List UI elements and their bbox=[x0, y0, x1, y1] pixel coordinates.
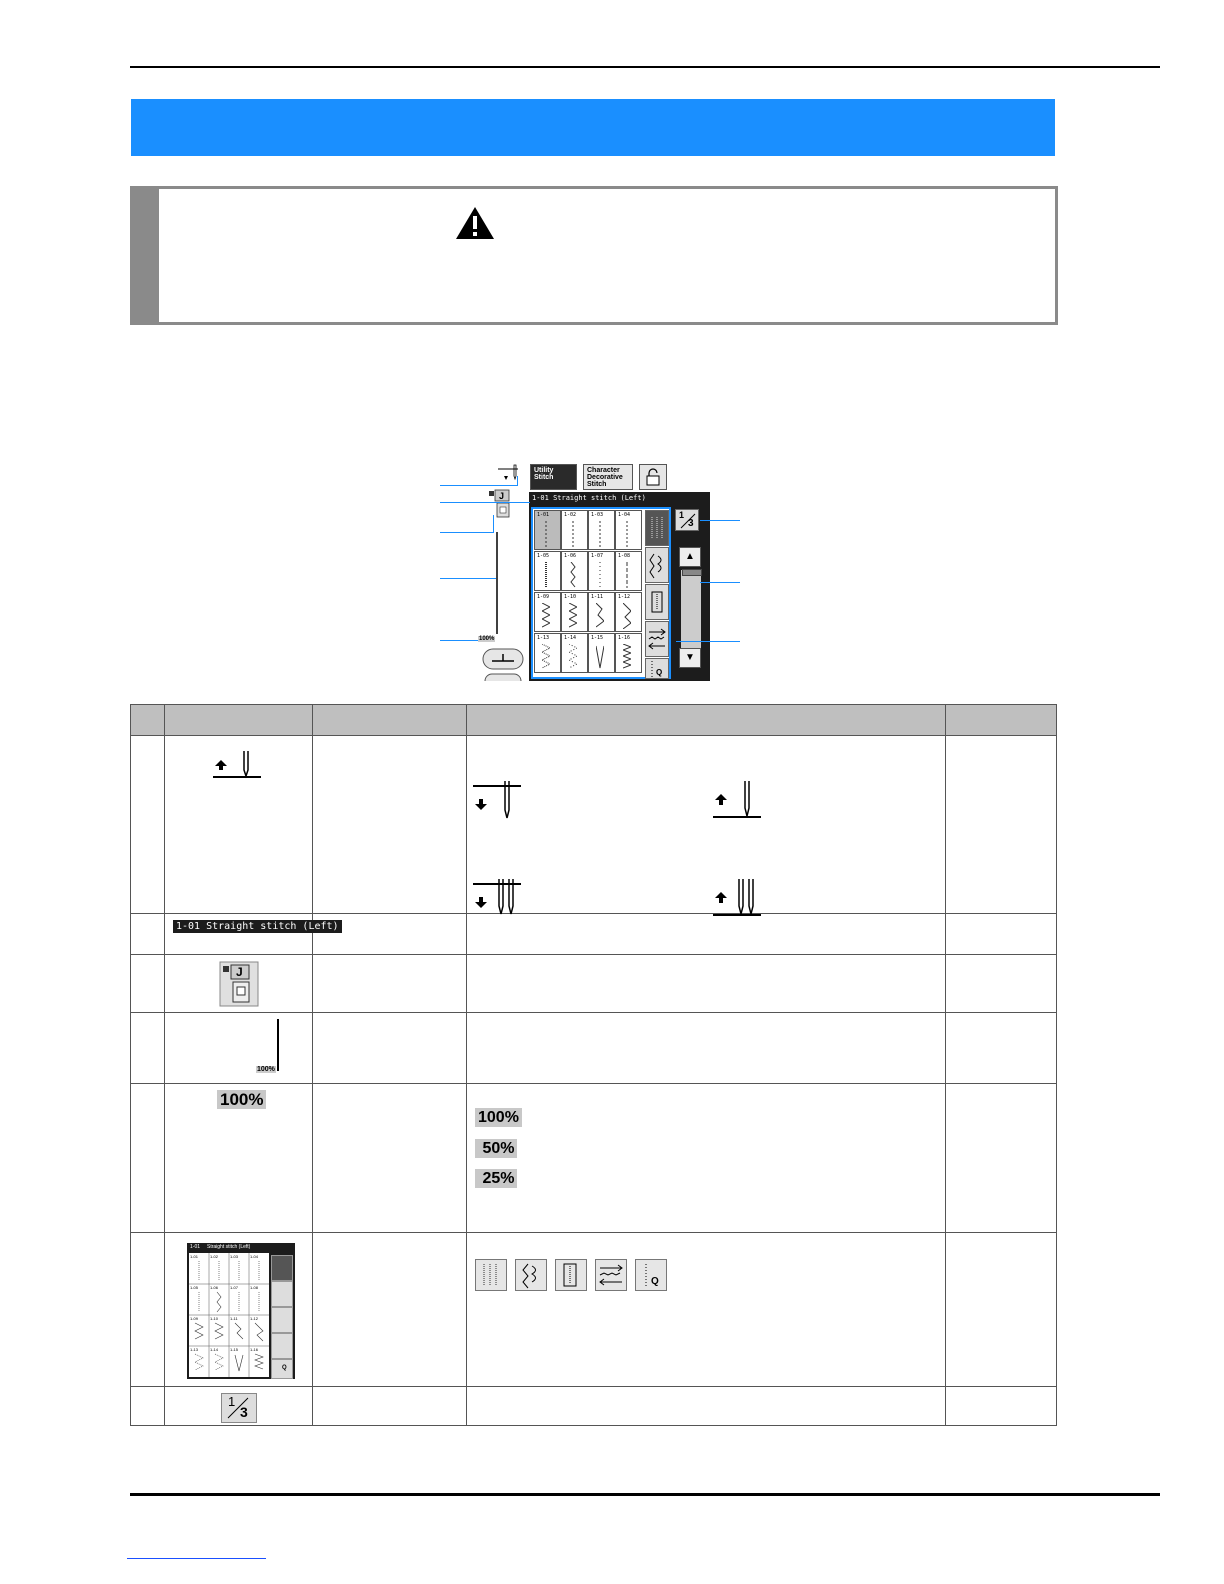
lcd-screen bbox=[474, 462, 710, 681]
table-row bbox=[131, 1013, 1057, 1084]
thumbnail-title: Straight stitch (Left) bbox=[207, 1244, 251, 1250]
table-cell bbox=[131, 955, 165, 1013]
table-cell bbox=[467, 955, 946, 1013]
table-cell bbox=[467, 1013, 946, 1084]
utility-stitch-icon bbox=[646, 511, 668, 545]
buttonhole-key bbox=[555, 1259, 587, 1291]
table-cell bbox=[313, 736, 467, 914]
zoom-option-100: 100% bbox=[475, 1108, 522, 1127]
stitch-move-category-button[interactable] bbox=[645, 621, 669, 657]
thumbnail-side-button: Q bbox=[271, 1359, 293, 1379]
stitch-cell[interactable]: 1-06 bbox=[561, 551, 588, 591]
section-banner bbox=[131, 99, 1055, 156]
thumbnail-grid-lines bbox=[189, 1253, 269, 1377]
table-cell bbox=[467, 1233, 946, 1387]
table-cell bbox=[946, 1387, 1057, 1426]
table-cell bbox=[467, 736, 946, 914]
decorative-stitch-key bbox=[515, 1259, 547, 1291]
svg-text:J: J bbox=[236, 965, 243, 979]
stitch-cell[interactable]: 1-15 bbox=[588, 633, 615, 673]
table-cell bbox=[165, 955, 313, 1013]
table-header-cell bbox=[313, 705, 467, 736]
stitch-cell[interactable]: 1-07 bbox=[588, 551, 615, 591]
needle-position-icon bbox=[498, 464, 522, 484]
table-cell bbox=[131, 1387, 165, 1426]
callout-line bbox=[517, 476, 518, 486]
buttonhole-icon bbox=[556, 1260, 586, 1290]
zoom-small-label: 100% bbox=[257, 1066, 275, 1073]
footer-link-underline[interactable] bbox=[127, 1558, 266, 1559]
table-header-row bbox=[131, 705, 1057, 736]
table-row bbox=[131, 1387, 1057, 1426]
table-cell bbox=[313, 914, 467, 955]
table-cell bbox=[313, 955, 467, 1013]
presser-foot-icon bbox=[488, 489, 514, 519]
callout-line bbox=[700, 582, 740, 583]
decorative-stitch-icon bbox=[646, 548, 668, 582]
table-cell bbox=[165, 1387, 313, 1426]
table-header-cell bbox=[131, 705, 165, 736]
single-needle-up-icon bbox=[711, 780, 763, 820]
svg-text:Q: Q bbox=[651, 1276, 659, 1287]
table-row bbox=[131, 955, 1057, 1013]
stitch-cell[interactable]: 1-14 bbox=[561, 633, 588, 673]
caution-box bbox=[130, 186, 1058, 325]
decorative-category-button[interactable] bbox=[645, 547, 669, 583]
table-cell bbox=[946, 1233, 1057, 1387]
table-row bbox=[131, 914, 1057, 955]
stitch-cell[interactable]: 1-11 bbox=[588, 592, 615, 632]
svg-text:Q: Q bbox=[656, 668, 663, 677]
screen-key-table bbox=[130, 704, 1057, 1426]
table-cell bbox=[131, 736, 165, 914]
stitch-cell[interactable]: 1-05 bbox=[534, 551, 561, 591]
page-indicator: 1 3 bbox=[675, 509, 699, 531]
table-cell bbox=[165, 1233, 313, 1387]
table-cell bbox=[467, 1387, 946, 1426]
table-cell bbox=[313, 1387, 467, 1426]
thumbnail-grid: 1-01 1-02 1-03 1-04 1-05 1-06 1-07 1-08 1-09 1-10 1-11 1-12 1-13 1-14 1-15 1-16 bbox=[189, 1253, 269, 1377]
table-cell bbox=[165, 1084, 313, 1233]
table-cell bbox=[313, 1233, 467, 1387]
stitch-cell[interactable]: 1-04 bbox=[615, 510, 642, 550]
table-cell bbox=[313, 1013, 467, 1084]
stitch-cell[interactable]: 1-01 bbox=[534, 510, 561, 550]
table-row bbox=[131, 1233, 1057, 1387]
stitch-move-icon bbox=[646, 622, 668, 656]
single-needle-down-icon bbox=[471, 780, 523, 822]
quilting-icon bbox=[646, 659, 668, 679]
buttonhole-category-button[interactable] bbox=[645, 584, 669, 620]
callout-line bbox=[700, 520, 740, 521]
table-cell bbox=[946, 1084, 1057, 1233]
stitch-grid-thumbnail: 1-01 Straight stitch (Left) 1-01 1-02 1-03 1-04 1-05 1-06 1-07 1-08 1-09 1-10 1-11 1-12 1-13 1-14 1-15 1-16 Q bbox=[187, 1243, 295, 1379]
presser-foot-lever-button[interactable] bbox=[482, 648, 524, 681]
callout-line bbox=[440, 640, 478, 641]
stitch-selection-panel bbox=[529, 492, 710, 681]
scroll-down-button[interactable]: ▼ bbox=[679, 648, 701, 668]
decorative-stitch-icon bbox=[516, 1260, 546, 1290]
utility-stitch-key bbox=[475, 1259, 507, 1291]
stitch-cell[interactable]: 1-03 bbox=[588, 510, 615, 550]
presser-foot-icon bbox=[219, 961, 259, 1007]
stitch-name-display: 1-01 Straight stitch (Left) bbox=[173, 920, 342, 933]
table-cell bbox=[131, 1084, 165, 1233]
callout-line bbox=[676, 641, 740, 642]
svg-text:J: J bbox=[499, 491, 505, 501]
table-cell bbox=[165, 1013, 313, 1084]
stitch-grid bbox=[531, 507, 671, 679]
caution-side-bar bbox=[133, 189, 159, 322]
table-header-cell bbox=[165, 705, 313, 736]
table-header-cell bbox=[467, 705, 946, 736]
stitch-cell[interactable]: 1-10 bbox=[561, 592, 588, 632]
stitch-move-icon bbox=[596, 1260, 626, 1290]
header-rule bbox=[130, 66, 1160, 68]
zoom-indicator: 100% bbox=[479, 636, 495, 642]
footer-rule bbox=[130, 1493, 1160, 1496]
table-cell bbox=[165, 914, 339, 955]
page-number-display: 1 3 bbox=[221, 1393, 257, 1423]
utility-stitch-icon bbox=[476, 1260, 506, 1290]
table-cell bbox=[946, 914, 1057, 955]
lock-icon bbox=[644, 468, 662, 486]
thumbnail-side-button bbox=[271, 1255, 293, 1281]
callout-line bbox=[440, 532, 494, 533]
thumbnail-side-button bbox=[271, 1307, 293, 1333]
zoom-option-25: 25% bbox=[475, 1169, 517, 1188]
lock-button[interactable] bbox=[639, 464, 667, 490]
table-cell bbox=[131, 1013, 165, 1084]
needle-up-icon bbox=[211, 750, 263, 780]
table-cell bbox=[467, 1084, 946, 1233]
table-cell bbox=[165, 736, 313, 914]
table-row bbox=[131, 1084, 1057, 1233]
stitch-preview-line bbox=[275, 1019, 281, 1071]
character-decorative-tab[interactable]: Character Decorative Stitch bbox=[583, 464, 633, 490]
table-header-cell bbox=[946, 705, 1057, 736]
table-cell bbox=[131, 914, 165, 955]
stitch-name-bar: 1-01 Straight stitch (Left) bbox=[532, 494, 646, 502]
thumbnail-side-button bbox=[271, 1333, 293, 1359]
table-cell bbox=[946, 736, 1057, 914]
callout-line bbox=[493, 515, 494, 533]
stitch-cell[interactable]: 1-09 bbox=[534, 592, 561, 632]
twin-needle-up-icon bbox=[711, 878, 763, 918]
table-cell bbox=[467, 914, 946, 955]
scroll-up-button[interactable]: ▲ bbox=[679, 547, 701, 567]
stitch-cell[interactable]: 1-02 bbox=[561, 510, 588, 550]
scroll-thumb[interactable] bbox=[682, 569, 702, 576]
utility-stitch-tab[interactable]: Utility Stitch bbox=[530, 464, 577, 490]
stitch-cell[interactable]: 1-16 bbox=[615, 633, 642, 673]
quilting-category-button[interactable] bbox=[645, 658, 669, 679]
quilting-key bbox=[635, 1259, 667, 1291]
buttonhole-icon bbox=[646, 585, 668, 619]
zoom-option-50: 50% bbox=[475, 1139, 517, 1158]
stitch-move-key bbox=[595, 1259, 627, 1291]
callout-line bbox=[440, 502, 530, 503]
table-cell bbox=[313, 1084, 467, 1233]
callout-line bbox=[440, 578, 496, 579]
quilting-icon bbox=[636, 1260, 666, 1290]
stitch-cell[interactable]: 1-13 bbox=[534, 633, 561, 673]
table-cell bbox=[946, 955, 1057, 1013]
table-cell bbox=[131, 1233, 165, 1387]
callout-line bbox=[440, 485, 518, 486]
stitch-preview bbox=[492, 532, 502, 634]
stitch-cell[interactable]: 1-12 bbox=[615, 592, 642, 632]
zoom-100-display: 100% bbox=[217, 1090, 266, 1109]
table-row bbox=[131, 736, 1057, 914]
table-cell bbox=[946, 1013, 1057, 1084]
stitch-cell[interactable]: 1-08 bbox=[615, 551, 642, 591]
warning-triangle-icon bbox=[455, 206, 495, 240]
thumbnail-side-button bbox=[271, 1281, 293, 1307]
utility-category-button[interactable] bbox=[645, 510, 669, 546]
